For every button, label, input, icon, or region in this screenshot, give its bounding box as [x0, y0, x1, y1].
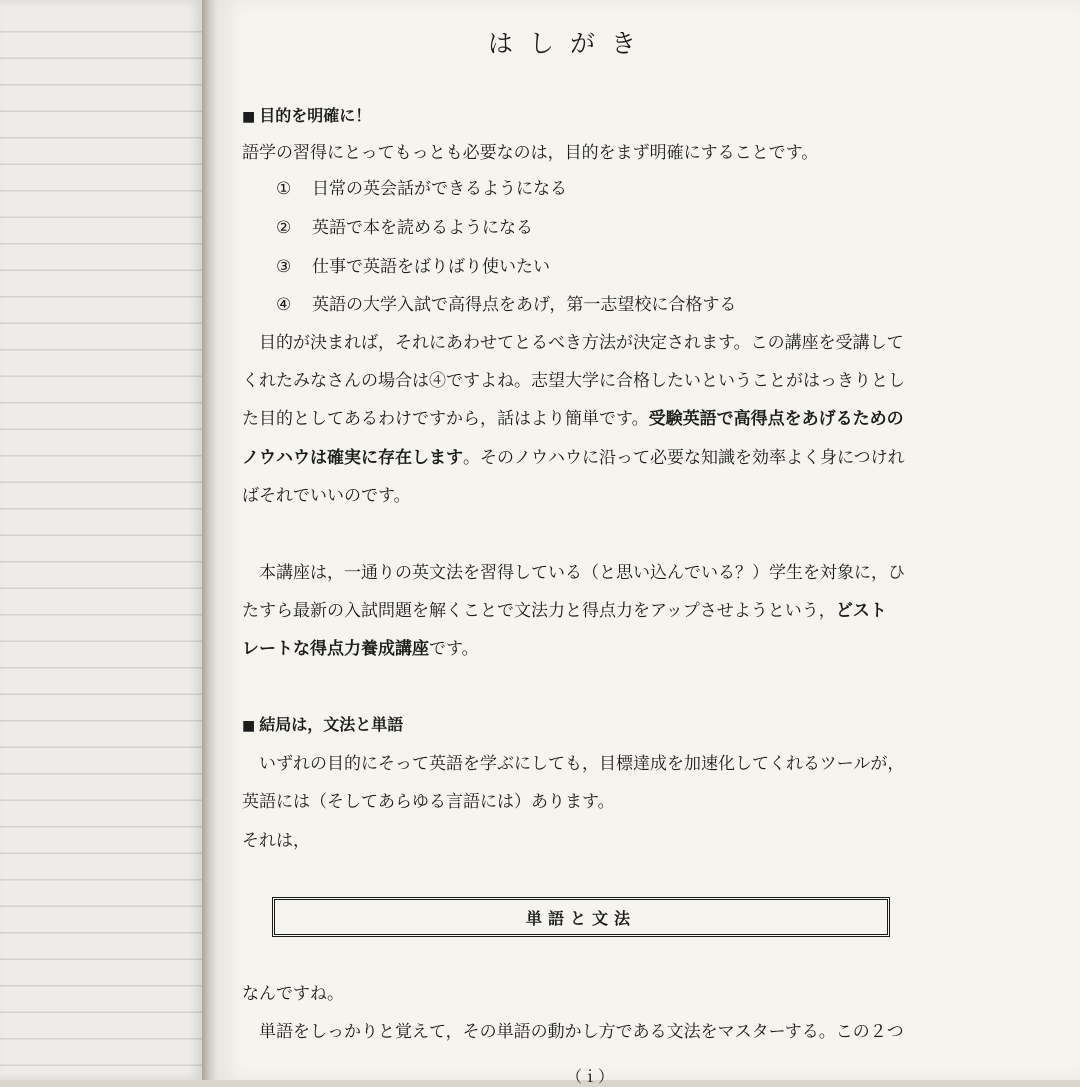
paragraph-line: ばそれでいいのです。	[242, 486, 411, 506]
boxed-heading-text: 単語と文法	[525, 908, 636, 928]
square-bullet-icon: ■	[242, 109, 256, 125]
paragraph-line: なんですね。	[242, 984, 344, 1004]
paragraph-line: たすら最新の入試問題を解くことで文法力と得点力をアップさせようという，どスト	[242, 601, 887, 621]
emphasis-text: どスト	[835, 601, 887, 621]
paragraph-line: た目的としてあるわけですから，話はより簡単です。受験英語で高得点をあげるための	[242, 409, 904, 429]
paragraph-line: 単語をしっかりと覚えて，その単語の動かし方である文法をマスターする。この２つ	[259, 1022, 904, 1042]
emphasis-text: 受験英語で高得点をあげるための	[648, 409, 904, 429]
emphasis-text: ノウハウは確実に存在します	[242, 448, 463, 468]
paragraph-line: くれたみなさんの場合は④ですよね。志望大学に合格したいということがはっきりとし	[242, 371, 905, 391]
book-gutter	[202, 0, 218, 1080]
list-item: ③ 仕事で英語をばりばり使いたい	[276, 257, 550, 277]
list-item: ② 英語で本を読めるようになる	[276, 218, 533, 238]
section-heading-conclusion: ■ 結局は，文法と単語	[242, 715, 404, 734]
emphasis-text: レートな得点力養成講座	[242, 639, 429, 659]
boxed-heading	[272, 897, 890, 937]
paragraph-line: それは，	[242, 831, 310, 851]
page-title: はしがき	[487, 29, 652, 58]
paragraph-line: 本講座は，一通りの英文法を習得している（と思い込んでいる？）学生を対象に，ひ	[259, 563, 905, 583]
section-heading-purpose: ■ 目的を明確に！	[242, 106, 372, 125]
page-number: （ｉ）	[566, 1067, 615, 1086]
list-item: ④ 英語の大学入試で高得点をあげ，第一志望校に合格する	[276, 295, 737, 315]
list-item: ① 日常の英会話ができるようになる	[276, 179, 567, 199]
paragraph-line: いずれの目的にそって英語を学ぶにしても，目標達成を加速化してくれるツールが，	[259, 754, 905, 774]
intro-text: 語学の習得にとってもっとも必要なのは，目的をまず明確にすることです。	[242, 143, 819, 163]
paragraph-line: レートな得点力養成講座です。	[242, 639, 479, 659]
paragraph-line: 英語には（そしてあらゆる言語には）あります。	[242, 792, 615, 812]
left-page	[0, 0, 202, 1080]
paragraph-line: ノウハウは確実に存在します。そのノウハウに沿って必要な知識を効率よく身につけれ	[242, 448, 905, 468]
paragraph-line: 目的が決まれば，それにあわせてとるべき方法が決定されます。この講座を受講して	[259, 333, 904, 353]
square-bullet-icon: ■	[242, 718, 256, 734]
